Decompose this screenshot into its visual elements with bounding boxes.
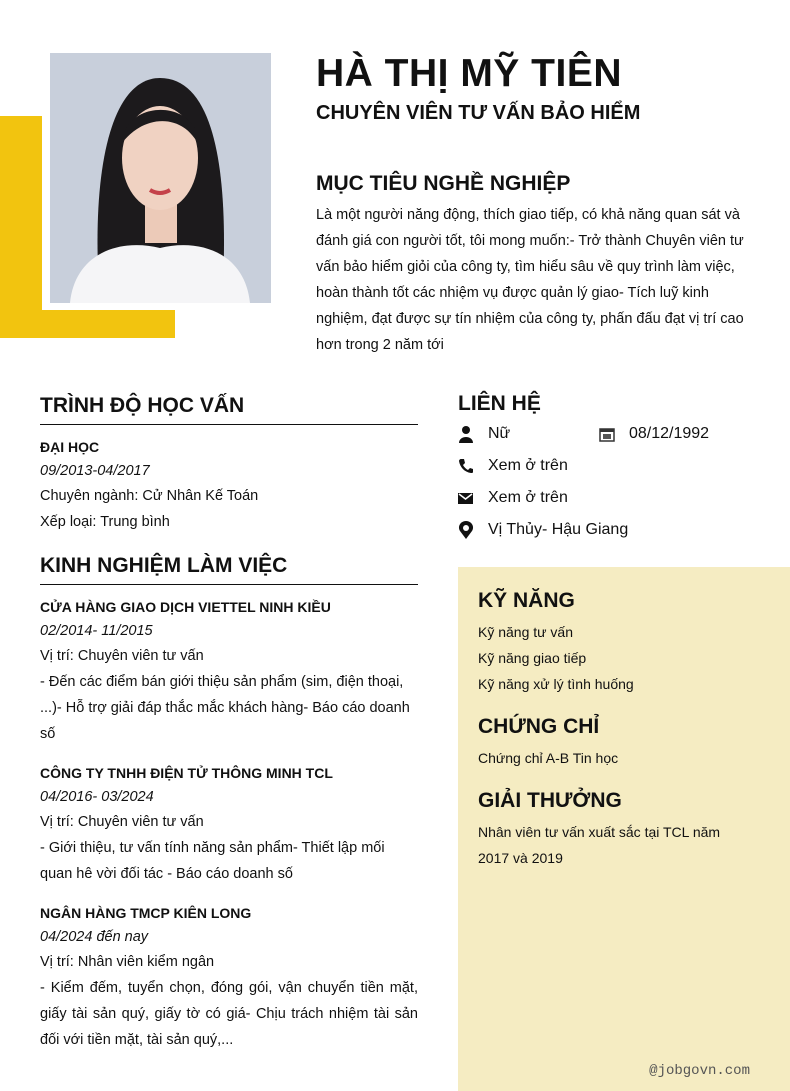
profile-photo: [50, 53, 271, 303]
company: CỬA HÀNG GIAO DỊCH VIETTEL NINH KIỀU: [40, 599, 331, 615]
date-of-birth: 08/12/1992: [629, 425, 710, 442]
description: - Đến các điểm bán giới thiệu sản phẩm (sim, điện thoại, ...)- Hỗ trợ giải đáp thắc mắc khách hàng- Báo cáo doanh số: [40, 674, 410, 742]
contact-heading: LIÊN HỆ: [458, 392, 541, 415]
objective-text: Là một người năng động, thích giao tiếp, có khả năng quan sát và đánh giá con người tốt, tôi mong muốn:- Trở thành Chuyên viên tư vấn bảo hiểm giỏi của công ty, tìm hiểu sâu về quy trình làm việc, hoàn thành tốt các nhiệm vụ được quản lý giao- Tích luỹ kinh nghiệm, đạt được sự tín nhiệm của công ty, phấn đấu đạt vị trí cao hơn trong 2 năm tới: [316, 207, 744, 353]
skill-item: Kỹ năng giao tiếp: [478, 650, 587, 666]
experience-section: [40, 554, 418, 1053]
position: Vị trí: Chuyên viên tư vấn: [40, 648, 204, 664]
email: Xem ở trên: [488, 489, 568, 506]
calendar-icon: [599, 427, 629, 442]
company: CÔNG TY TNHH ĐIỆN TỬ THÔNG MINH TCL: [40, 765, 333, 781]
contact-section: [458, 392, 758, 546]
phone: Xem ở trên: [488, 457, 568, 474]
period: 02/2014- 11/2015: [40, 623, 153, 639]
experience-item: [40, 901, 418, 1053]
education-grade: Xếp loại: Trung bình: [40, 514, 170, 530]
skill-item: Kỹ năng xử lý tình huống: [478, 676, 634, 692]
description: - Kiểm đếm, tuyển chọn, đóng gói, vận chuyển tiền mặt, giấy tài sản quý, giấy tờ có giá- Chịu trách nhiệm tài sản đối với tiền mặt, tài sản quý,...: [40, 980, 418, 1048]
user-icon: [458, 425, 488, 443]
experience-item: [40, 761, 418, 887]
skill-item: Kỹ năng tư vấn: [478, 624, 573, 640]
education-school: ĐẠI HỌC: [40, 439, 100, 455]
education-section: [40, 394, 418, 535]
certificate-item: Chứng chỉ A-B Tin học: [478, 750, 619, 766]
objective-section: [316, 172, 756, 358]
description: - Giới thiệu, tư vấn tính năng sản phẩm- Thiết lập mối quan hê vời đối tác - Báo cáo doanh số: [40, 840, 385, 882]
experience-item: [40, 595, 418, 747]
phone-icon: [458, 458, 488, 474]
certificates-heading: CHỨNG CHỈ: [478, 715, 600, 738]
skills-heading: KỸ NĂNG: [478, 589, 575, 612]
awards-heading: GIẢI THƯỞNG: [478, 789, 622, 812]
email-icon: [458, 492, 488, 505]
location-pin-icon: [458, 521, 488, 539]
address: Vị Thủy- Hậu Giang: [488, 521, 629, 538]
watermark: @jobgovn.com: [649, 1063, 750, 1079]
accent-bar-horizontal: [0, 310, 175, 338]
award-text: Nhân viên tư vấn xuất sắc tại TCL năm 2017 và 2019: [478, 824, 721, 866]
period: 04/2024 đến nay: [40, 929, 149, 945]
position: Vị trí: Nhân viên kiểm ngân: [40, 954, 215, 970]
period: 04/2016- 03/2024: [40, 789, 154, 805]
experience-heading: KINH NGHIỆM LÀM VIỆC: [40, 554, 418, 585]
accent-bar-vertical: [0, 116, 42, 338]
side-panel: [458, 567, 790, 1091]
job-title: CHUYÊN VIÊN TƯ VẤN BẢO HIỂM: [316, 102, 641, 124]
education-major: Chuyên ngành: Cử Nhân Kế Toán: [40, 488, 259, 504]
objective-heading: MỤC TIÊU NGHỀ NGHIỆP: [316, 172, 571, 195]
education-heading: TRÌNH ĐỘ HỌC VẤN: [40, 394, 418, 425]
gender: Nữ: [488, 425, 511, 442]
position: Vị trí: Chuyên viên tư vấn: [40, 814, 204, 830]
company: NGÂN HÀNG TMCP KIÊN LONG: [40, 905, 252, 921]
education-period: 09/2013-04/2017: [40, 463, 150, 479]
candidate-name: HÀ THỊ MỸ TIÊN: [316, 52, 622, 95]
